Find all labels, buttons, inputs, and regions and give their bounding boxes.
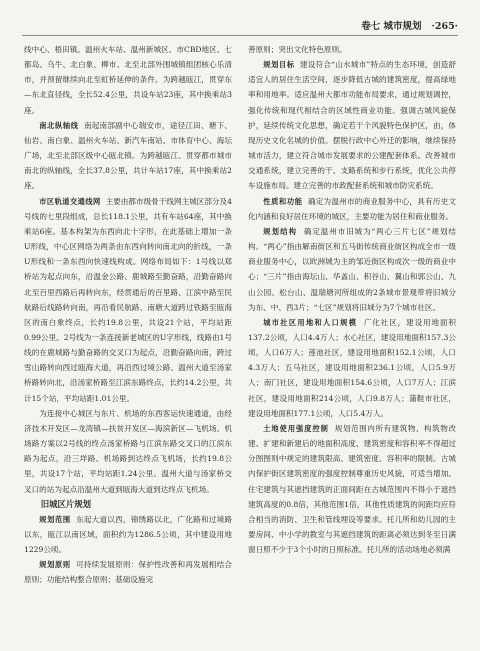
paragraph-text: 广化社区，建设用地面积137.2公顷，人口4.4万人；水心社区，建设用地面积157.3公顷，人口6万人；莲池社区，建设用地面积152.1公顷，人口4.3万人；五马社区，建设用地面积236.1公顷，人口5.9万人；南门社区，建设用地面积154.6公顷，人口7万人；江滨社区，建设用地面积214公顷，人口9.8万人；蒲鞋市社区，建设用地面积177.1公顷，人口5.4万人。 (248, 317, 456, 418)
paragraph (248, 194, 456, 224)
paragraph-text: 东起大道以西，锦绣路以北，广化路和过境路以东，瓯江以南区域，面积约为1286.5公顷，其中建设用地1229公顷。 (24, 514, 232, 555)
left-column (24, 42, 232, 588)
paragraph (248, 224, 456, 315)
paragraph-keyword: 城市社区用地和人口规模 (263, 317, 358, 327)
paragraph-text: 建设符合“山水城市”特点的生态环境，创造舒适宜人的居住生活空间，逐步降低古城的建筑密度，提高绿地率和用地率。适应温州大都市功能布局要求，通过规划调控，强化传统和现代相结合的区域性商业功能。强调古城风貌保护，延续传统文化思想，确定若干个风貌特色保护区，由，体现历史文化名城的价值。摆脱行政中心外迁的影响，继续保持城市活力，建立符合城市发展要求的公建配套体系。改善城市交通系统，建立完善的干、支路系统和步行系统，优化公共停车设施布局。建立完善的市政配套系统和城市防灾系统。 (248, 60, 456, 191)
paragraph-keyword: 性质和功能 (263, 196, 303, 206)
page-number: ·265· (431, 21, 458, 32)
paragraph-keyword: 南北纵轴线 (39, 120, 79, 130)
paragraph-keyword: 规划原则 (39, 560, 71, 570)
paragraph-text: 确定温州市旧城为“两心三片七区”规划结构。“两心”指由解南街区和五马街传统商业街区构成全市一级商业服务中心，以欧洲城为主的邹近街区构成次一级的商业中心；“三片”指由海坛山、华盖山、积谷山、翼山和郭公山、九山公园、松台山、温瑞塘河所组成的2条城市景观带将旧城分为东、中、西3片；“七区”规划将旧城分为7个城市社区。 (248, 226, 457, 312)
paragraph-keyword: 规划目标 (263, 60, 295, 70)
paragraph: 善原则；突出文化特色原则。 (248, 45, 347, 54)
paragraph-text: 确定为温州市的商业服务中心，具有历史文化内涵和良好居住环境的城区，主要功能为居住和商业服务。 (248, 196, 456, 221)
chapter-title: 卷七 城市规划 (361, 21, 422, 32)
paragraph (24, 557, 232, 587)
paragraph-text: 规划范围内所有建筑物、构筑物改建、扩建和新建后的地面积高度、建筑密度和容积率不得超过分图图则中规定的建筑限高、建筑密度、容积率的限制。古城内保护街区建筑密度的强度控制尊重历史风貌，可适当增加。住宅建筑与其遮挡建筑的正面间距在古城范围内不得小于遮挡建筑高度的0.8倍，其他范围1倍，其他性质建筑的间距均应符合相当的消防、卫生和管线埋设等要求。托儿所和幼儿园的主要房间、中小学的教室与其遮挡建筑的距离必须达到冬至日满窗日照不少于3个小时的日照标准。托儿所的活动场地必须满 (248, 423, 456, 555)
paragraph-keyword: 土地使用强度控制 (263, 423, 329, 433)
paragraph (248, 315, 456, 421)
paragraph: 为连接中心城区与东片、机场的东西客运快速通道，由经济技术开发区—龙湾镇—扶贫开发区—海滨新区—飞机场。机场路方案以2号线的终点汤家桥路与江滨东路交叉口的江滨东路为起点，沿三垟路、机场路到达终点飞机场，长约19.8公里，共设17个站，平均站距1.24公里。温州大道与汤家桥交叉口的站为起点沿温州大道到瓯海大道到达终点飞机场。 (24, 408, 232, 494)
paragraph (24, 512, 232, 557)
paragraph: 线中心、梧田镇。温州火车站、温州新城区、市CBD地区、七都岛、乌牛、北白象、柳市、北至北部外围城镇组团核心乐清市，并预留继续向北至虹桥延伸的条件。为跨越瓯江，贯穿东—东北直径线，全长52.4公里，共设车站23座，其中换乘站3座。 (24, 45, 232, 115)
paragraph-keyword: 规划范围 (39, 514, 71, 524)
right-column (248, 42, 456, 557)
page-header (22, 14, 458, 36)
paragraph-text: 南起南部副中心瑞安市，途径江田、塘下、仙岩、南白象、温州火车站、新汽车南站、市体育中心、海坛广场，北至北部区级中心瓯北镇。为跨越瓯江、贯穿都市城市南北的纵轴线，全长37.8公里，共计车站17座，其中换乘站2座。 (24, 120, 232, 191)
paragraph-keyword: 规划结构 (263, 226, 298, 236)
paragraph (24, 194, 232, 406)
paragraph-keyword: 市区轨道交通线网 (39, 196, 101, 206)
paragraph (248, 57, 456, 193)
paragraph-text: 主要由都市级骨干线网主城区部分及4号线的七里段组成，总长118.1公里，共有车站64座，其中换乘站6座。基本构架为东西向北十字形，在此基础上增加一条U形线，中心区网络为两条由东西向转向南北向的折线，一条U形线和一条东西向快速线构成。网络布局如下：1号线以郑桥站为起点向东，沿温金公路、鹿城路至勤奋路，沿勤奋路向北至百里西路后再转向东，经贯通后的百里路、江滨中路至民航路后线路转向南，再沿看民航路、南塘大道跨过铁路至瓯海区的南白象终点，长约19.8公里，共设21个站，平均站距0.99公里。2号线为一条连接新老城区的U字形线，线路由1号线的在鹿城路与勤奋路的交叉口为起点，沿勤奋路向南，跨过雪山路转向西过瓯海大道，再沿西过境公路、温州大道至汤家桥路转向北，沿汤家桥路至江滨东路终点，长约14.2公里，共计15个站，平均站距1.01公里。 (24, 196, 232, 403)
paragraph (248, 421, 456, 557)
paragraph-text: 可持续发展原则：保护性改善和再发展相结合原则；功能结构整合原则；基础设施完 (24, 560, 232, 585)
section-heading: 旧城区片规划 (40, 498, 92, 509)
paragraph (24, 118, 232, 194)
